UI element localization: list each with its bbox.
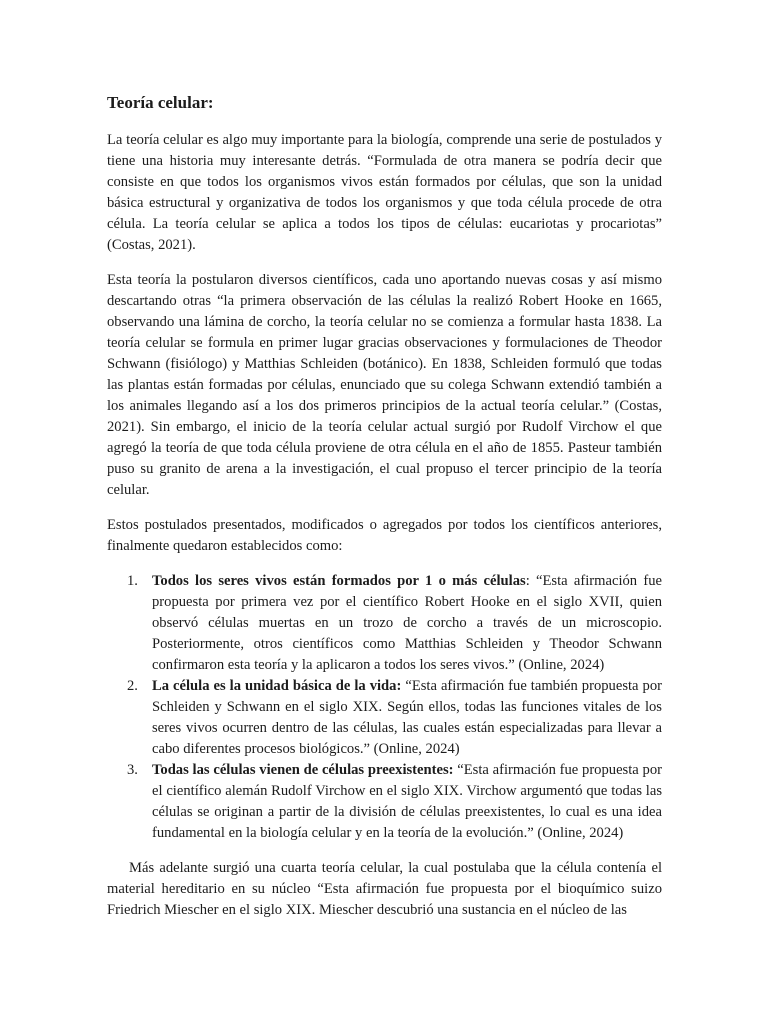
list-item-bold: Todos los seres vivos están formados por 1 o más células xyxy=(152,573,526,589)
list-item-bold: Todas las células vienen de células preexistentes: xyxy=(152,762,454,778)
list-item-bold: La célula es la unidad básica de la vida: xyxy=(152,678,402,694)
postulates-list xyxy=(107,571,662,844)
paragraph-closing: Más adelante surgió una cuarta teoría celular, la cual postulaba que la célula contenía el material hereditario en su núcleo “Esta afirmación fue propuesta por el bioquímico suizo Friedrich Miescher en el siglo XIX. Miescher descubrió una sustancia en el núcleo de las xyxy=(107,860,662,918)
list-item-text xyxy=(152,571,662,676)
list-item-body: “Esta afirmación fue propuesta por el científico alemán Rudolf Virchow en el siglo XIX. Virchow argumentó que todas las células se originan a partir de la división de células preexistentes, lo cual es una idea fundamental en la biología celular y en la teoría de la evolución.” (Online, 2024) xyxy=(152,762,662,841)
page-title: Teoría celular: xyxy=(107,93,214,112)
list-item xyxy=(107,676,662,760)
paragraph-intro: La teoría celular es algo muy importante para la biología, comprende una serie de postulados y tiene una historia muy interesante detrás. “Formulada de otra manera se podría decir que consiste en que todos los organismos vivos están formados por células, que son la unidad básica estructural y organizativa de todos los organismos y que toda célula procede de otra célula. La teoría celular se aplica a todos los tipos de células: eucariotas y procariotas” (Costas, 2021). xyxy=(107,132,662,253)
list-item xyxy=(107,760,662,844)
list-item-body: “Esta afirmación fue también propuesta por Schleiden y Schwann en el siglo XIX. Según ellos, todas las funciones vitales de los seres vivos ocurren dentro de las células, las cuales están especializadas para llevar a cabo diferentes procesos biológicos.” (Online, 2024) xyxy=(152,678,662,757)
list-item-text xyxy=(152,676,662,760)
list-item-text xyxy=(152,760,662,844)
list-item-body: : “Esta afirmación fue propuesta por primera vez por el científico Robert Hooke en el siglo XVII, quien observó células muertas en un trozo de corcho a través de un microscopio. Posteriormente, otros científicos como Matthias Schleiden y Theodor Schwann confirmaron esta teoría y la aplicaron a todos los seres vivos.” (Online, 2024) xyxy=(152,573,662,673)
paragraph-history: Esta teoría la postularon diversos científicos, cada uno aportando nuevas cosas y así mismo descartando otras “la primera observación de las células la realizó Robert Hooke en 1665, observando una lámina de corcho, la teoría celular no se comienza a formular hasta 1838. La teoría celular se formula en primer lugar gracias observaciones y formulaciones de Theodor Schwann (fisiólogo) y Matthias Schleiden (botánico). En 1838, Schleiden formuló que todas las plantas están formadas por células, enunciado que su colega Schwann extendió también a los animales llegando así a los dos primeros principios de la actual teoría celular.” (Costas, 2021). Sin embargo, el inicio de la teoría celular actual surgió por Rudolf Virchow el que agregó la teoría de que toda célula proviene de otra célula en el año de 1855. Pasteur también puso su granito de arena a la investigación, el cual propuso el tercer principio de la teoría celular. xyxy=(107,272,662,498)
list-number: 2. xyxy=(127,678,138,694)
list-item xyxy=(107,571,662,676)
list-number: 1. xyxy=(127,573,138,589)
paragraph-postulates-intro: Estos postulados presentados, modificados o agregados por todos los científicos anteriores, finalmente quedaron establecidos como: xyxy=(107,517,662,554)
list-number: 3. xyxy=(127,762,138,778)
